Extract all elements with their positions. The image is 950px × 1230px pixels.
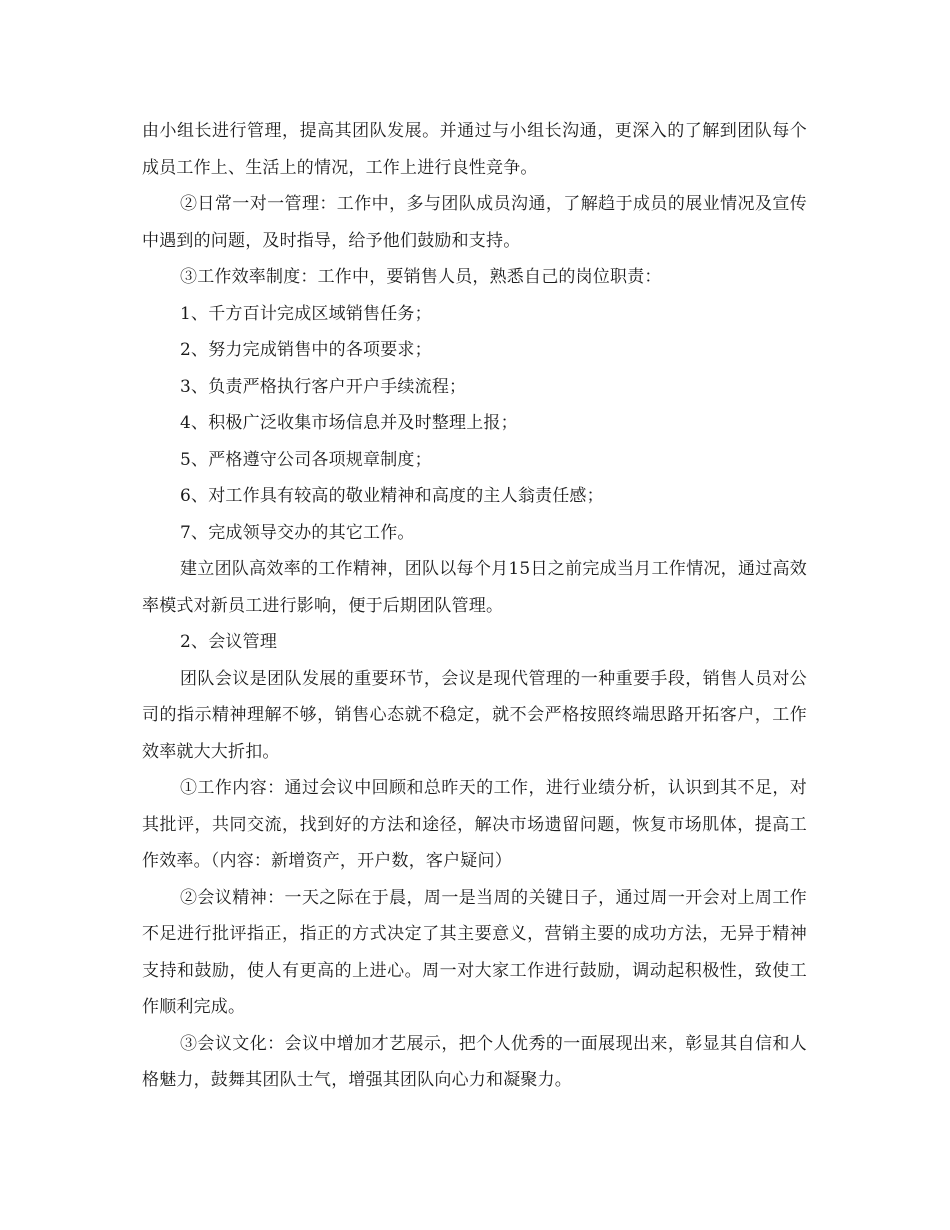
paragraph-meeting-spirit: ②会议精神：一天之际在于晨，周一是当周的关键日子，通过周一开会对上周工作不足进行批评指正，指正的方式决定了其主要意义，营销主要的成功方法，无异于精神支持和鼓励，使人有更高的上进心。周一对大家工作进行鼓励，调动起积极性，致使工作顺利完成。 — [142, 887, 807, 1017]
paragraph-meeting-content: ①工作内容：通过会议中回顾和总昨天的工作，进行业绩分析，认识到其不足，对其批评，共同交流，找到好的方法和途径，解决市场遗留问题，恢复市场肌体，提高工作效率。（内容：新增资产，开户数，客户疑问） — [142, 778, 807, 871]
list-item-duty-4: 4、积极广泛收集市场信息并及时整理上报； — [180, 413, 518, 433]
list-item-duty-7: 7、完成领导交办的其它工作。 — [180, 522, 415, 543]
list-item-duty-6: 6、对工作具有较高的敬业精神和高度的主人翁责任感； — [180, 486, 604, 506]
list-item-duty-1: 1、千方百计完成区域销售任务； — [180, 303, 432, 324]
paragraph-efficiency-system: ③工作效率制度：工作中，要销售人员，熟悉自己的岗位职责： — [180, 267, 662, 287]
section-heading-meeting-management: 2、会议管理 — [180, 632, 278, 652]
paragraph-meeting-culture: ③会议文化：会议中增加才艺展示，把个人优秀的一面展现出来，彰显其自信和人格魅力，鼓舞其团队士气，增强其团队向心力和凝聚力。 — [142, 1033, 807, 1090]
paragraph-team-leader-management: 由小组长进行管理，提高其团队发展。并通过与小组长沟通，更深入的了解到团队每个成员工作上、生活上的情况，工作上进行良性竞争。 — [142, 121, 807, 178]
paragraph-efficiency-spirit: 建立团队高效率的工作精神，团队以每个月15日之前完成当月工作情况，通过高效率模式对新员工进行影响，便于后期团队管理。 — [142, 559, 807, 616]
paragraph-meeting-importance: 团队会议是团队发展的重要环节，会议是现代管理的一种重要手段，销售人员对公司的指示精神理解不够，销售心态就不稳定，就不会严格按照终端思路开拓客户，工作效率就大大折扣。 — [142, 668, 807, 762]
paragraph-one-on-one-management: ②日常一对一管理：工作中，多与团队成员沟通，了解趋于成员的展业情况及宣传中遇到的问题，及时指导，给予他们鼓励和支持。 — [142, 194, 807, 251]
list-item-duty-5: 5、严格遵守公司各项规章制度； — [180, 449, 432, 470]
list-item-duty-3: 3、负责严格执行客户开户手续流程； — [180, 376, 467, 397]
list-item-duty-2: 2、努力完成销售中的各项要求； — [180, 340, 432, 360]
document-body — [142, 113, 807, 1099]
